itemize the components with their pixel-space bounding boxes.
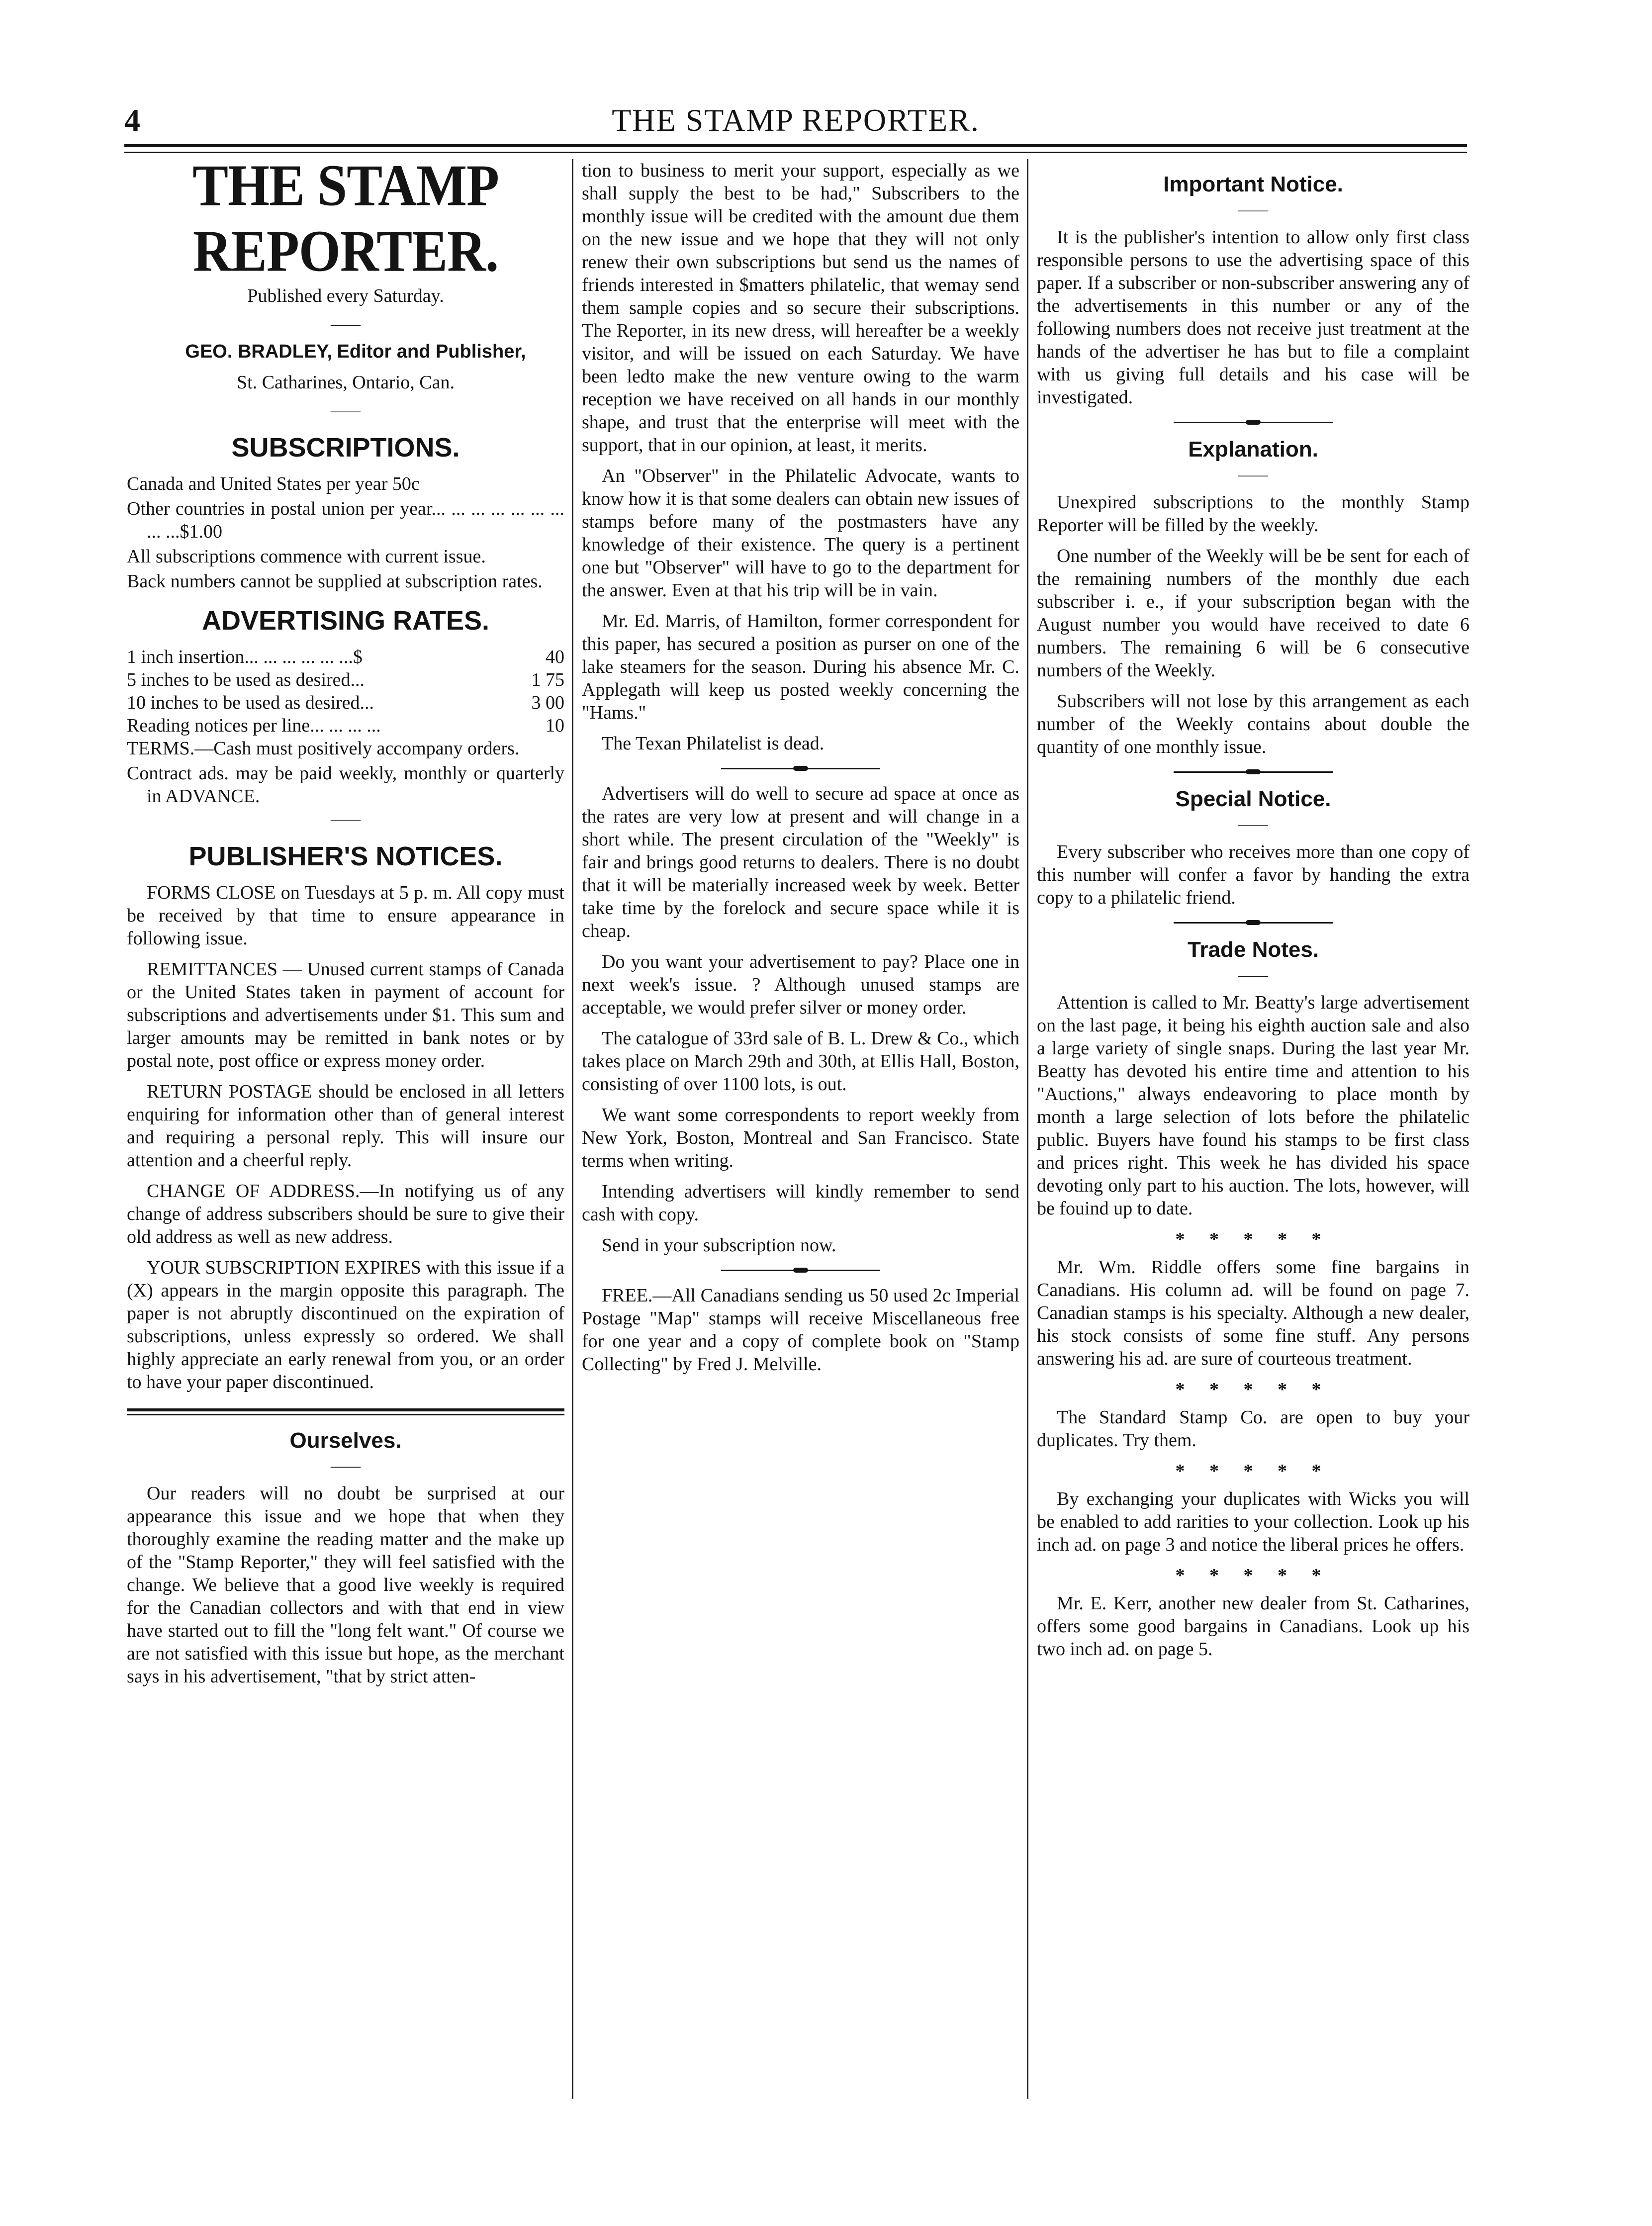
catalogue-paragraph: The catalogue of 33rd sale of B. L. Drew & Co., which takes place on March 29th and 30th, at Ellis Hall, Boston, consisting of over 1100 lots, is out. (582, 1028, 1019, 1095)
rate-price: 1 75 (531, 669, 564, 690)
dash-divider: —— (331, 811, 361, 828)
rate-item: 1 inch insertion... ... ... ... ... ...$ (127, 647, 363, 667)
location: St. Catharines, Ontario, Can. (237, 372, 455, 393)
ourselves-paragraph: Our readers will no doubt be surprised at our appearance this issue and we hope that when they thoroughly examine the reading matter and the make up of the "Stamp Reporter," they will feel satisfied with the change. We believe that a good live weekly is required for the Canadian collectors and with that end in view have started out to fill the "long felt want." Of course we are not satisfied with this issue but hope, as the merchant says in his advertisement, "that by strict atten- (127, 1483, 564, 1687)
subscriptions-heading: SUBSCRIPTIONS. (231, 433, 460, 463)
star-divider: * * * * * (1175, 1229, 1331, 1250)
ourselves-heading: Ourselves. (289, 1428, 402, 1453)
editor-line (127, 340, 564, 363)
observer-paragraph: An "Observer" in the Philatelic Advocate, wants to know how it is that some dealers can obtain new issues of stamps before many of the postmasters have any knowledge of their existence. The query is a pertinent one but "Observer" will have to go to the department for the answer. Even at that his trip will be in vain. (582, 465, 1019, 601)
intending-paragraph: Intending advertisers will kindly remember to send cash with copy. (582, 1181, 1019, 1225)
notice-paragraph: REMITTANCES — Unused current stamps of Canada or the United States taken in payment of account for subscriptions and advertisements under $1. This sum and larger amounts may be remitted in bank notes or by postal note, post office or express money order. (127, 959, 564, 1071)
trade-notes-heading: Trade Notes. (1187, 937, 1319, 962)
dash-divider: —— (1238, 466, 1268, 483)
dash-divider: —— (331, 316, 361, 332)
important-notice-heading: Important Notice. (1163, 172, 1343, 196)
star-divider: * * * * * (1175, 1379, 1331, 1400)
special-notice-heading: Special Notice. (1175, 787, 1331, 811)
texan-paragraph: The Texan Philatelist is dead. (602, 733, 825, 754)
trade-note: Mr. E. Kerr, another new dealer from St. Catharines, offers some good bargains in Canadians. Look up his two inch ad. on page 5. (1037, 1593, 1469, 1660)
column-left (127, 153, 564, 1696)
rate-item: Reading notices per line... ... ... ... (127, 715, 381, 736)
explanation-paragraph: One number of the Weekly will be be sent for each of the remaining numbers of the monthly due each subscriber i. e., if your subscription began with the August number you would have received to date 6 numbers. The remaining 6 will be 6 consecutive numbers of the Weekly. (1037, 546, 1469, 681)
star-divider: * * * * * (1175, 1461, 1331, 1482)
trade-note: Attention is called to Mr. Beatty's large advertisement on the last page, it being his eighth auction sale and also a large variety of single snaps. During the last year Mr. Beatty has devoted his entire time and attention to his "Auctions," always endeavoring to place month by month a large selection of lots before the philatelic public. Buyers have found his stamps to be first class and prices right. This week he has divided his space devoting only part to his auction. The lots, however, will be fouind up to date. (1037, 992, 1469, 1219)
important-notice-text: It is the publisher's intention to allow only first class responsible persons to use the advertising space of this paper. If a subscriber or non-subscriber answering any of the advertisements in this number or any of the following numbers does not receive just treatment at the hands of the advertiser he has but to file a complaint with us giving full details and his case will be investigated. (1037, 227, 1469, 408)
ornament-divider (1174, 422, 1333, 423)
ornament-divider (1174, 922, 1333, 924)
special-notice-text: Every subscriber who receives more than one copy of this number will confer a favor by handing the extra copy to a philatelic friend. (1037, 841, 1469, 908)
column-right (1037, 159, 1469, 1669)
notice-paragraph: RETURN POSTAGE should be enclosed in all letters enquiring for information other than of general interest and requiring a personal reply. This will insure our attention and a cheerful reply. (127, 1081, 564, 1171)
running-title: THE STAMP REPORTER. (612, 102, 980, 138)
rate-price: 3 00 (531, 692, 564, 713)
column-middle (582, 159, 1019, 1384)
column-divider (572, 159, 573, 2099)
editor-name: GEO. BRADLEY, (185, 341, 333, 362)
send-in-paragraph: Send in your subscription now. (602, 1235, 836, 1256)
rate-price: 10 (546, 715, 564, 736)
notice-paragraph: FORMS CLOSE on Tuesdays at 5 p. m. All copy must be received by that time to ensure appearance in following issue. (127, 882, 564, 949)
subscription-line: Other countries in postal union per year... ... ... ... ... ... ... ... ...$1.00 (127, 498, 564, 542)
notice-paragraph: YOUR SUBSCRIPTION EXPIRES with this issue if a (X) appears in the margin opposite this paragraph. The paper is not abruptly discontinued on the expiration of subscriptions, unless expressly so ordered. We shall highly appreciate an early renewal from you, or an order to have your paper discontinued. (127, 1257, 564, 1392)
correspondents-paragraph: We want some correspondents to report weekly from New York, Boston, Montreal and San Francisco. State terms when writing. (582, 1105, 1019, 1171)
trade-note: By exchanging your duplicates with Wicks you will be enabled to add rarities to your collection. Look up his inch ad. on page 3 and notice the liberal prices he offers. (1037, 1488, 1469, 1555)
rate-row (127, 646, 564, 668)
section-rule (127, 1408, 564, 1415)
marris-paragraph: Mr. Ed. Marris, of Hamilton, former correspondent for this paper, has secured a position as purser on one of the lake steamers for the season. During his absence Mr. C. Applegath will keep us posted weekly concerning the "Hams." (582, 611, 1019, 723)
explanation-paragraph: Unexpired subscriptions to the monthly Stamp Reporter will be filled by the weekly. (1037, 492, 1469, 536)
explanation-paragraph: Subscribers will not lose by this arrangement as each number of the Weekly contains about double the quantity of one monthly issue. (1037, 691, 1469, 757)
terms: TERMS.—Cash must positively accompany orders. (127, 738, 520, 759)
editor-role: Editor and Publisher, (337, 341, 526, 362)
ornament-divider (1174, 771, 1333, 773)
dash-divider: —— (331, 1458, 361, 1474)
trade-note: The Standard Stamp Co. are open to buy your duplicates. Try them. (1037, 1407, 1469, 1451)
ornament-divider (721, 1270, 880, 1271)
star-divider: * * * * * (1175, 1565, 1331, 1586)
subscription-line: All subscriptions commence with current issue. (127, 546, 486, 567)
masthead: THE STAMP REPORTER. (192, 153, 499, 284)
rate-item: 5 inches to be used as desired... (127, 669, 365, 690)
rate-row (127, 691, 564, 714)
column-divider (1027, 159, 1028, 2099)
dash-divider: —— (1238, 201, 1268, 218)
ornament-divider (721, 768, 880, 769)
subscription-line: Canada and United States per year 50c (127, 473, 420, 494)
editorial-continuation: tion to business to merit your support, especially as we shall supply the best to be had," Subscribers to the monthly issue will be credited with the amount due them on the new issue and we hope that they will not only renew their own subscriptions but send us the names of friends interested in $matters philatelic, that wemay send them sample copies and so secure their subscriptions. The Reporter, in its new dress, will hereafter be a weekly visitor, and will be issued on each Saturday. We have been ledto make the new venture owing to the warm reception we have received on all hands in our monthly shape, and trust that the enterprise will meet with the support, that in our opinion, at least, it merits. (582, 160, 1019, 456)
advertisers-paragraph: Advertisers will do well to secure ad space at once as the rates are very low at present and will change in a short while. The present circulation of the "Weekly" is fair and brings good returns to dealers. There is no doubt that it will be materially increased week by week. Better take time by the forelock and secure space while it is cheap. (582, 783, 1019, 941)
rate-price: 40 (546, 647, 564, 667)
do-you-want-paragraph: Do you want your advertisement to pay? Place one in next week's issue. ? Although unused stamps are acceptable, we would prefer silver or money order. (582, 951, 1019, 1018)
free-offer-paragraph: FREE.—All Canadians sending us 50 used 2c Imperial Postage "Map" stamps will receive Miscellaneous free for one year and a copy of complete book on "Stamp Collecting" by Fred J. Melville. (582, 1285, 1019, 1375)
explanation-heading: Explanation. (1188, 437, 1318, 462)
rate-item: 10 inches to be used as desired... (127, 692, 374, 713)
publishers-notices-heading: PUBLISHER'S NOTICES. (188, 841, 503, 871)
dash-divider: —— (1238, 816, 1268, 833)
header-rule (124, 144, 1467, 153)
dash-divider: —— (1238, 967, 1268, 983)
page-header (124, 102, 1467, 147)
rate-row (127, 668, 564, 691)
notice-paragraph: CHANGE OF ADDRESS.—In notifying us of any change of address subscribers should be sure to give their old address as well as new address. (127, 1181, 564, 1247)
subscription-line: Back numbers cannot be supplied at subscription rates. (127, 571, 543, 592)
page-number: 4 (124, 102, 140, 138)
trade-note: Mr. Wm. Riddle offers some fine bargains in Canadians. His column ad. will be found on page 7. Canadian stamps is his specialty. Although a new dealer, his stock consists of some fine stuff. Any persons answering his ad. are sure of courteous treatment. (1037, 1257, 1469, 1369)
publication-frequency: Published every Saturday. (247, 285, 444, 306)
contract-ads: Contract ads. may be paid weekly, monthly or quarterly in ADVANCE. (127, 763, 564, 807)
rate-row (127, 714, 564, 737)
advertising-heading: ADVERTISING RATES. (201, 606, 490, 636)
dash-divider: —— (331, 402, 361, 419)
